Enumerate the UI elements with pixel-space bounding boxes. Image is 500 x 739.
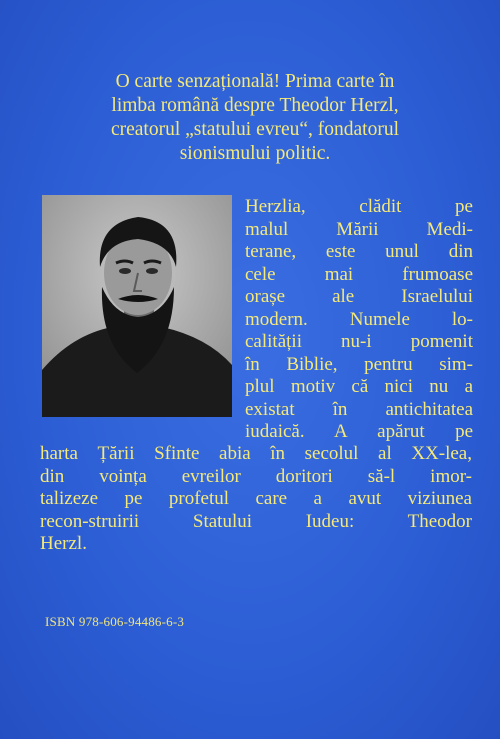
text-line: modern. Numele lo- (245, 308, 473, 330)
intro-blurb (40, 70, 470, 166)
text-line: existat în antichitatea (245, 398, 473, 420)
description-wrapped (245, 196, 473, 444)
text-line: Herzlia, clădit pe (245, 196, 473, 217)
text-line: recon-struirii Statului Iudeu: Theodor (40, 510, 472, 532)
text-line: orașe ale Israelului (245, 286, 473, 307)
text-line: cele mai frumoase (245, 263, 473, 285)
text-line: harta Țării Sfinte abia în secolul al XX-lea, (40, 443, 472, 464)
portrait-photo (42, 195, 232, 417)
text-line: malul Mării Medi- (245, 218, 473, 240)
text-line: în Biblie, pentru sim- (245, 353, 473, 375)
text-line: din voința evreilor doritori să-l imor- (40, 465, 472, 487)
text-line: Herzl. (40, 533, 87, 554)
intro-line: limba română despre Theodor Herzl, (111, 95, 399, 116)
intro-line: sionismului politic. (179, 143, 331, 164)
isbn-label: ISBN 978-606-94486-6-3 (45, 614, 185, 629)
text-line: plul motiv că nici nu a (245, 376, 473, 397)
intro-line: O carte senzațională! Prima carte în (115, 71, 395, 92)
intro-line: creatorul „statului evreu“, fondatorul (110, 119, 400, 140)
text-line: iudaică. A apărut pe (245, 421, 473, 442)
text-line: calității nu-i pomenit (245, 331, 473, 352)
text-line: talizeze pe profetul care a avut viziunea (40, 488, 472, 509)
description-full (40, 443, 472, 556)
text-line: terane, este unul din (245, 241, 473, 262)
